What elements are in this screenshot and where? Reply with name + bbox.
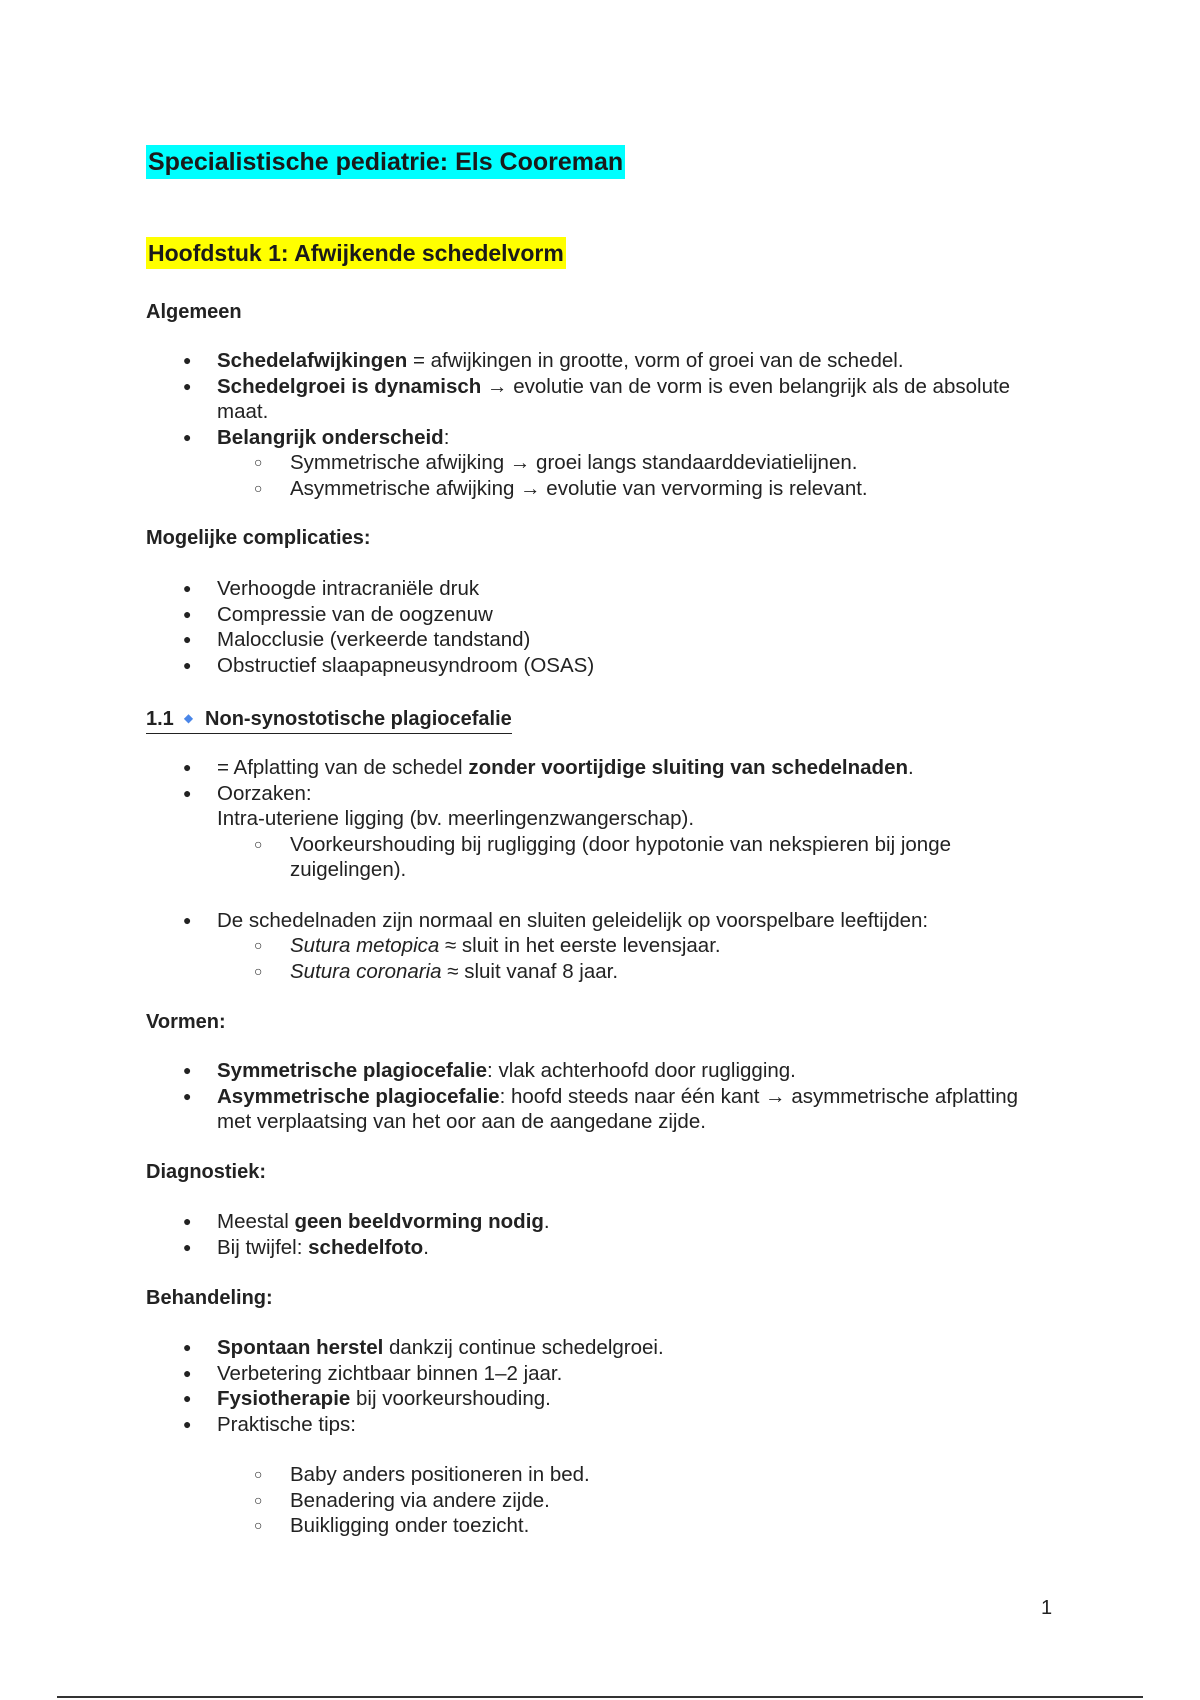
list-diagnostiek <box>146 1209 1046 1260</box>
heading-algemeen: Algemeen <box>146 301 242 323</box>
list-item: ● Symmetrische plagiocefalie: vlak achterhoofd door rugligging. <box>146 1058 1046 1084</box>
section-title <box>146 705 512 734</box>
list-item: ● De schedelnaden zijn normaal en sluiten geleidelijk op voorspelbare leeftijden: ○ Sutura metopica ≈ sluit in het eerste levensjaar. ○ Sutura coronaria ≈ sluit vanaf 8 jaar. <box>146 908 1046 985</box>
chapter-title: Hoofdstuk 1: Afwijkende schedelvorm <box>146 237 566 269</box>
sub-list-item: ○ Benadering via andere zijde. <box>217 1488 1046 1514</box>
heading-complicaties: Mogelijke complicaties: <box>146 527 371 549</box>
list-item: ● Compressie van de oogzenuw <box>146 602 1046 628</box>
page-number: 1 <box>1041 1597 1053 1619</box>
heading-diagnostiek: Diagnostiek: <box>146 1161 267 1183</box>
sub-list-item: ○ Voorkeurshouding bij rugligging (door hypotonie van nekspieren bij jonge zuigelingen). <box>217 832 1046 883</box>
list-item: ● Schedelafwijkingen = afwijkingen in grootte, vorm of groei van de schedel. <box>146 348 1046 374</box>
list-vormen <box>146 1058 1046 1135</box>
sub-list-item: ○ Baby anders positioneren in bed. <box>217 1462 1046 1488</box>
list-item: ● Meestal geen beeldvorming nodig. <box>146 1209 1046 1235</box>
section-number: 1.1 <box>146 708 174 730</box>
list-item: ● Schedelgroei is dynamisch → evolutie van de vorm is even belangrijk als de absolute maat. <box>146 374 1046 425</box>
heading-vormen: Vormen: <box>146 1011 226 1033</box>
list-item: ● Fysiotherapie bij voorkeurshouding. <box>146 1386 1046 1412</box>
sub-list-item: ○ Asymmetrische afwijking → evolutie van vervorming is relevant. <box>217 476 1046 502</box>
diamond-icon: ◆ <box>183 711 194 725</box>
list-item: ● Verhoogde intracraniële druk <box>146 576 1046 602</box>
list-item: ● Malocclusie (verkeerde tandstand) <box>146 627 1046 653</box>
page-bottom-divider <box>57 1696 1143 1698</box>
sub-list <box>217 1462 1046 1539</box>
sub-list-item: ○ Symmetrische afwijking → groei langs standaarddeviatielijnen. <box>217 450 1046 476</box>
sub-list-item: ○ Sutura metopica ≈ sluit in het eerste levensjaar. <box>217 933 1046 959</box>
sub-list <box>217 933 1046 984</box>
list-item: ● Praktische tips: ○ Baby anders positioneren in bed. ○ Benadering via andere zijde. ○ Buikligging onder toezicht. <box>146 1412 1046 1539</box>
list-behandeling <box>146 1335 1046 1539</box>
sub-list-item: ○ Sutura coronaria ≈ sluit vanaf 8 jaar. <box>217 959 1046 985</box>
list-algemeen <box>146 348 1046 501</box>
list-section-1-1 <box>146 755 1046 984</box>
list-item: ● Verbetering zichtbaar binnen 1–2 jaar. <box>146 1361 1046 1387</box>
document-title: Specialistische pediatrie: Els Cooreman <box>146 145 625 179</box>
section-title-text: Non-synostotische plagiocefalie <box>205 708 512 730</box>
list-item: ● Spontaan herstel dankzij continue schedelgroei. <box>146 1335 1046 1361</box>
list-item: ● = Afplatting van de schedel zonder voortijdige sluiting van schedelnaden. <box>146 755 1046 781</box>
list-item: ● Bij twijfel: schedelfoto. <box>146 1235 1046 1261</box>
list-item: ● Belangrijk onderscheid: ○ Symmetrische afwijking → groei langs standaarddeviatielijnen. ○ Asymmetrische afwijking → evolutie van vervorming is relevant. <box>146 425 1046 502</box>
list-complicaties <box>146 576 1046 678</box>
list-item: ● Oorzaken: Intra-uteriene ligging (bv. meerlingenzwangerschap). ○ Voorkeurshouding bij rugligging (door hypotonie van nekspieren bij jonge zuigelingen). <box>146 781 1046 883</box>
heading-behandeling: Behandeling: <box>146 1287 273 1309</box>
list-item: ● Asymmetrische plagiocefalie: hoofd steeds naar één kant → asymmetrische afplatting met verplaatsing van het oor aan de aangedane zijde. <box>146 1084 1046 1135</box>
list-item: ● Obstructief slaapapneusyndroom (OSAS) <box>146 653 1046 679</box>
sub-list <box>217 832 1046 883</box>
sub-list-item: ○ Buikligging onder toezicht. <box>217 1513 1046 1539</box>
sub-list <box>217 450 1046 501</box>
